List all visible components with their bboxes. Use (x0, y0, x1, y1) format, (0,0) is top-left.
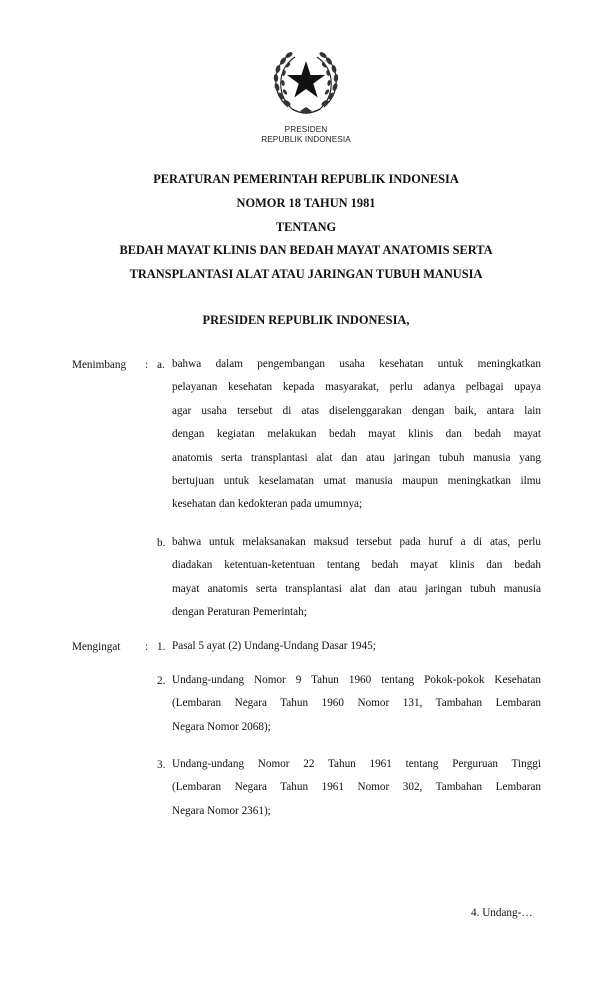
text-line: kesehatan dan kedokteran pada umumnya; (172, 498, 363, 511)
text-line: Negara Nomor 2361); (172, 804, 271, 817)
menimbang-item-b (172, 531, 541, 625)
text-line: Pasal 5 ayat (2) Undang-Undang Dasar 1945; (172, 640, 376, 652)
emblem-caption-republik: REPUBLIK INDONESIA (261, 135, 351, 144)
item-marker-a: a. (157, 359, 165, 371)
text-line: bahwa untuk melaksanakan maksud tersebut pada huruf a di atas, perlu (172, 536, 541, 548)
section-label-menimbang: Menimbang (72, 359, 127, 371)
emblem-caption-presiden: PRESIDEN (284, 125, 328, 134)
mengingat-item-1 (172, 635, 541, 658)
text-line: Undang-undang Nomor 9 Tahun 1960 tentang Pokok-pokok Kesehatan (172, 674, 541, 686)
section-colon: : (145, 359, 149, 371)
item-marker-3: 3. (157, 759, 166, 771)
menimbang-item-a (172, 353, 541, 517)
mengingat-item-3 (172, 753, 541, 823)
doc-title-about: TENTANG (275, 220, 337, 234)
item-marker-b: b. (157, 537, 166, 549)
doc-issuer: PRESIDEN REPUBLIK INDONESIA, (202, 313, 410, 327)
doc-title-number: NOMOR 18 TAHUN 1981 (236, 196, 376, 210)
presiden-emblem-icon (268, 47, 344, 119)
text-line: (Lembaran Negara Tahun 1960 Nomor 131, Tambahan Lembaran (172, 697, 541, 710)
doc-title-subject-2: TRANSPLANTASI ALAT ATAU JARINGAN TUBUH MANUSIA (129, 267, 483, 281)
text-line: (Lembaran Negara Tahun 1961 Nomor 302, Tambahan Lembaran (172, 781, 541, 794)
doc-title-regulation: PERATURAN PEMERINTAH REPUBLIK INDONESIA (153, 172, 459, 186)
text-line: agar usaha tersebut di atas diselenggarakan dengan baik, antara lain (172, 404, 541, 417)
text-line: mayat anatomis serta transplantasi alat dan atau jaringan tubuh manusia (172, 582, 541, 595)
item-marker-2: 2. (157, 675, 166, 687)
text-line: diadakan ketentuan-ketentuan tentang bedah mayat klinis dan bedah (172, 559, 541, 572)
text-line: dengan Peraturan Pemerintah; (172, 606, 307, 619)
text-line: bahwa dalam pengembangan usaha kesehatan untuk meningkatkan (172, 358, 541, 370)
page-continuation-note: 4. Undang-… (471, 907, 533, 919)
mengingat-item-2 (172, 669, 541, 739)
section-label-mengingat: Mengingat (72, 641, 121, 653)
section-colon: : (145, 641, 149, 653)
text-line: Negara Nomor 2068); (172, 720, 271, 733)
text-line: dengan kegiatan melakukan bedah mayat klinis dan bedah mayat (172, 428, 541, 441)
text-line: Undang-undang Nomor 22 Tahun 1961 tentang Perguruan Tinggi (172, 758, 541, 770)
text-line: bertujuan untuk keselamatan umat manusia maupun meningkatkan ilmu (172, 474, 541, 487)
text-line: pelayanan kesehatan kepada masyarakat, perlu adanya pelbagai upaya (172, 381, 541, 394)
doc-title-subject-1: BEDAH MAYAT KLINIS DAN BEDAH MAYAT ANATOMIS SERTA (119, 243, 493, 257)
item-marker-1: 1. (157, 641, 166, 653)
text-line: anatomis serta transplantasi alat dan atau jaringan tubuh manusia yang (172, 451, 541, 464)
